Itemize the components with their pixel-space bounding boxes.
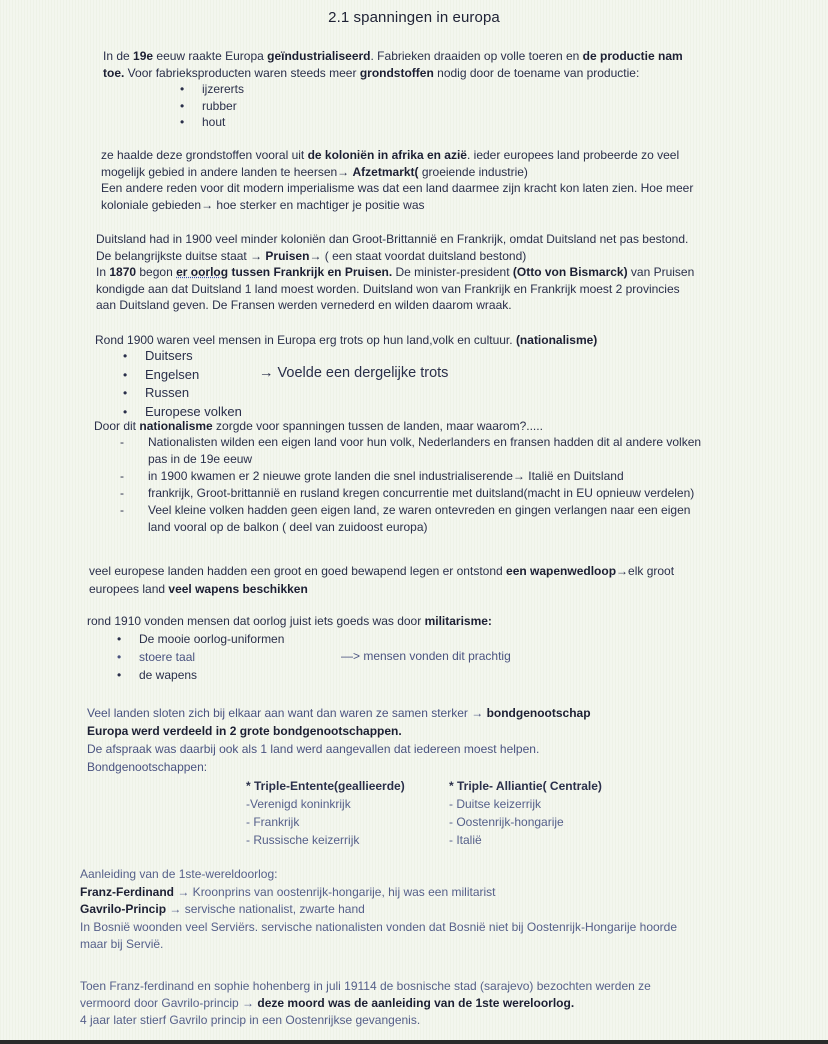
list-item: [123, 366, 242, 385]
murder-paragraph: [80, 978, 651, 1029]
list-item-label: De mooie oorlog-uniformen: [139, 632, 285, 646]
colonies-paragraph: [101, 147, 693, 213]
bullet-icon: •: [123, 349, 128, 363]
text: In de: [103, 49, 134, 63]
text: →elk groot: [616, 564, 675, 578]
text: nodig door de toename van productie:: [433, 65, 640, 80]
bold-text: veel wapens beschikken: [168, 582, 308, 596]
text: De belangrijkste duitse staat →: [96, 248, 266, 263]
text: Door dit: [94, 419, 140, 433]
text: Rond 1900 waren veel mensen in Europa erg trots op hun land,volk en cultuur.: [95, 333, 516, 347]
text: → ( een staat voordat duitsland bestond): [309, 248, 527, 263]
text: Veel landen sloten zich bij elkaar aan want dan waren ze samen sterker →: [87, 706, 487, 720]
text: . ieder europees land probeerde zo veel: [466, 148, 680, 162]
text: Voor fabrieksproducten waren steeds meer: [124, 65, 360, 80]
list-item: [180, 114, 244, 131]
raw-materials-list: [180, 81, 244, 131]
bold-text: de koloniën in afrika en azië: [307, 148, 467, 162]
page-bottom-edge: [0, 1040, 828, 1044]
bullet-icon: •: [117, 668, 122, 682]
pride-note: → Voelde een dergelijke trots: [259, 365, 449, 381]
text: europees land: [89, 582, 169, 596]
text-line: aan Duitsland geven. De Fransen werden vernederd en wilden daarom wraak.: [96, 298, 512, 312]
list-item-label: Veel kleine volken hadden geen eigen land, ze waren ontevreden en gingen verlangen naar een eigen: [148, 503, 691, 517]
bullet-icon: •: [180, 82, 185, 96]
dash-bullet-icon: -: [120, 503, 124, 517]
list-item: [123, 347, 242, 366]
bullet-icon: •: [180, 98, 185, 113]
text-line: De afspraak was daarbij ook als 1 land werd aangevallen dat iedereen moest helpen.: [87, 742, 540, 756]
text-line: koloniale gebieden→ hoe sterker en machtiger je positie was: [101, 197, 425, 212]
bold-text: 1870: [109, 265, 137, 279]
bullet-icon: •: [123, 404, 128, 419]
list-item-continuation: land vooral op de balkon ( deel van zuidoost europa): [148, 520, 428, 534]
bold-text: toe.: [103, 65, 125, 80]
text: ze haalde deze grondstoffen vooral uit: [101, 148, 308, 162]
list-item: [123, 384, 242, 403]
page-title: 2.1 spanningen in europa: [328, 9, 500, 26]
text: mogelijk gebied in andere landen te heersen→: [101, 164, 353, 179]
bullet-icon: •: [180, 115, 185, 129]
list-item: [117, 666, 284, 684]
militarism-note: —> mensen vonden dit prachtig: [341, 649, 511, 663]
germany-paragraph: [96, 231, 694, 314]
text: van Pruisen: [627, 265, 695, 279]
cause-paragraph: [80, 866, 677, 954]
text: begon: [136, 265, 177, 279]
text: vermoord door Gavrilo-princip →: [80, 996, 258, 1010]
list-item-label: Nationalisten wilden een eigen land voor hun volk, Nederlanders en fransen hadden dit al andere volken: [148, 435, 702, 449]
text: eeuw raakte Europa: [153, 49, 268, 63]
alliance-member: - Duitse keizerrijk: [449, 797, 542, 811]
list-item: [120, 434, 701, 451]
text: In: [96, 265, 110, 279]
list-item-label: Europese volken: [145, 403, 242, 419]
alliance-member: -Verenigd koninkrijk: [246, 797, 351, 811]
list-item: [120, 485, 701, 502]
list-item-label: ijzererts: [202, 82, 245, 96]
bold-text: geïndustrialiseerd: [267, 49, 371, 63]
text: zorgde voor spanningen tussen de landen, maar waarom?.....: [212, 419, 543, 433]
nations-list: [123, 347, 242, 421]
alliance-heading: * Triple- Alliantie( Centrale): [449, 779, 602, 793]
text-line: Duitsland had in 1900 veel minder koloniën dan Groot-Brittannië en Frankrijk, omdat Duitsland net pas bestond.: [96, 232, 689, 246]
bullet-icon: •: [117, 632, 122, 646]
list-item: [117, 648, 284, 666]
bold-text: Pruisen: [265, 248, 310, 263]
text: veel europese landen hadden een groot en goed bewapend legen er ontstond: [89, 564, 507, 578]
list-item: [120, 468, 701, 485]
list-item-label: Russen: [145, 385, 190, 400]
bold-text: Afzetmarkt(: [352, 164, 419, 179]
bold-text: de productie nam: [582, 49, 683, 63]
bold-text: grondstoffen: [359, 65, 434, 80]
bold-text: (Otto von Bismarck): [512, 265, 628, 279]
bold-text: (nationalisme): [515, 333, 598, 347]
text-line: Aanleiding van de 1ste-wereldoorlog:: [80, 867, 278, 881]
dash-bullet-icon: -: [120, 469, 124, 483]
bullet-icon: •: [117, 650, 122, 664]
alliances-paragraph: [87, 704, 591, 776]
text: . Fabrieken draaiden op volle toeren en: [370, 49, 583, 63]
reasons-list: [120, 434, 701, 536]
spellcheck-underlined-text: er oorlog: [176, 265, 229, 279]
list-item: [120, 502, 701, 519]
list-item-label: stoere taal: [139, 650, 196, 664]
bold-text: Gavrilo-Princip: [80, 902, 167, 916]
bullet-icon: •: [123, 386, 128, 400]
text-line: In Bosnië woonden veel Serviërs. servische nationalisten vonden dat Bosnië niet bij Oostenrijk-Hongarije hoorde: [80, 919, 678, 934]
text-line: Een andere reden voor dit modern imperialisme was dat een land daarmee zijn kracht kon laten zien. Hoe meer: [101, 181, 694, 195]
triple-entente-column: [246, 777, 405, 849]
bold-text: nationalisme: [139, 419, 213, 433]
text-line: Bondgenootschappen:: [87, 760, 208, 774]
text: De minister-president: [392, 265, 513, 279]
list-item: [117, 630, 284, 648]
list-item-label: hout: [202, 115, 226, 129]
list-item-label: Duitsers: [145, 348, 193, 363]
bold-text: tussen Frankrijk en Pruisen.: [228, 265, 393, 279]
alliance-member: - Frankrijk: [246, 815, 300, 829]
intro-paragraph: [103, 48, 683, 81]
arms-race-paragraph: [89, 562, 674, 598]
text-line: Toen Franz-ferdinand en sophie hohenberg in juli 19114 de bosnische stad (sarajevo) bezochten werden ze: [80, 979, 651, 993]
bold-text: een wapenwedloop: [506, 564, 617, 578]
dash-bullet-icon: -: [120, 435, 124, 449]
text: groeiende industrie): [418, 164, 528, 179]
text: rond 1910 vonden mensen dat oorlog juist iets goeds was door: [87, 614, 425, 628]
list-item-label: in 1900 kwamen er 2 nieuwe grote landen die snel industrialiserende→ Italië en Duitsland: [148, 469, 624, 483]
alliance-member: - Oostenrijk-hongarije: [449, 815, 564, 829]
nationalism-question: [94, 418, 543, 435]
list-item-label: frankrijk, Groot-brittannië en rusland kregen concurrentie met duitsland(macht in EU opnieuw verdelen): [148, 486, 695, 500]
alliance-member: - Russische keizerrijk: [246, 833, 360, 847]
bold-text: bondgenootschap: [486, 706, 591, 720]
text-line: maar bij Servië.: [80, 937, 164, 951]
militarism-list: [117, 630, 284, 684]
list-item-label: Engelsen: [145, 366, 200, 382]
bold-text: Europa werd verdeeld in 2 grote bondgenootschappen.: [87, 724, 402, 738]
bold-text: deze moord was de aanleiding van de 1ste wereloorlog.: [257, 996, 575, 1010]
list-item: [180, 81, 244, 98]
militarism-intro: [87, 613, 492, 630]
list-item-label: rubber: [202, 98, 237, 113]
list-item-continuation: pas in de 19e eeuw: [148, 452, 253, 466]
text: → Kroonprins van oostenrijk-hongarije, hij was een militarist: [174, 884, 496, 899]
bold-text: Franz-Ferdinand: [80, 884, 175, 899]
triple-alliance-column: [449, 777, 602, 849]
alliance-member: - Italië: [449, 833, 482, 847]
bullet-icon: •: [123, 367, 128, 382]
text-line: kondigde aan dat Duitsland 1 land moest worden. Duitsland won van Frankrijk en Frankrijk moest 2 provincies: [96, 281, 680, 296]
dash-bullet-icon: -: [120, 486, 124, 500]
text-line: 4 jaar later stierf Gavrilo princip in een Oostenrijkse gevangenis.: [80, 1013, 421, 1027]
bold-text: 19e: [133, 49, 154, 63]
list-item-label: de wapens: [139, 668, 198, 682]
bold-text: militarisme:: [424, 614, 492, 628]
list-item: [180, 98, 244, 115]
text: → servische nationalist, zwarte hand: [166, 902, 365, 916]
alliance-heading: * Triple-Entente(geallieerde): [246, 779, 405, 793]
